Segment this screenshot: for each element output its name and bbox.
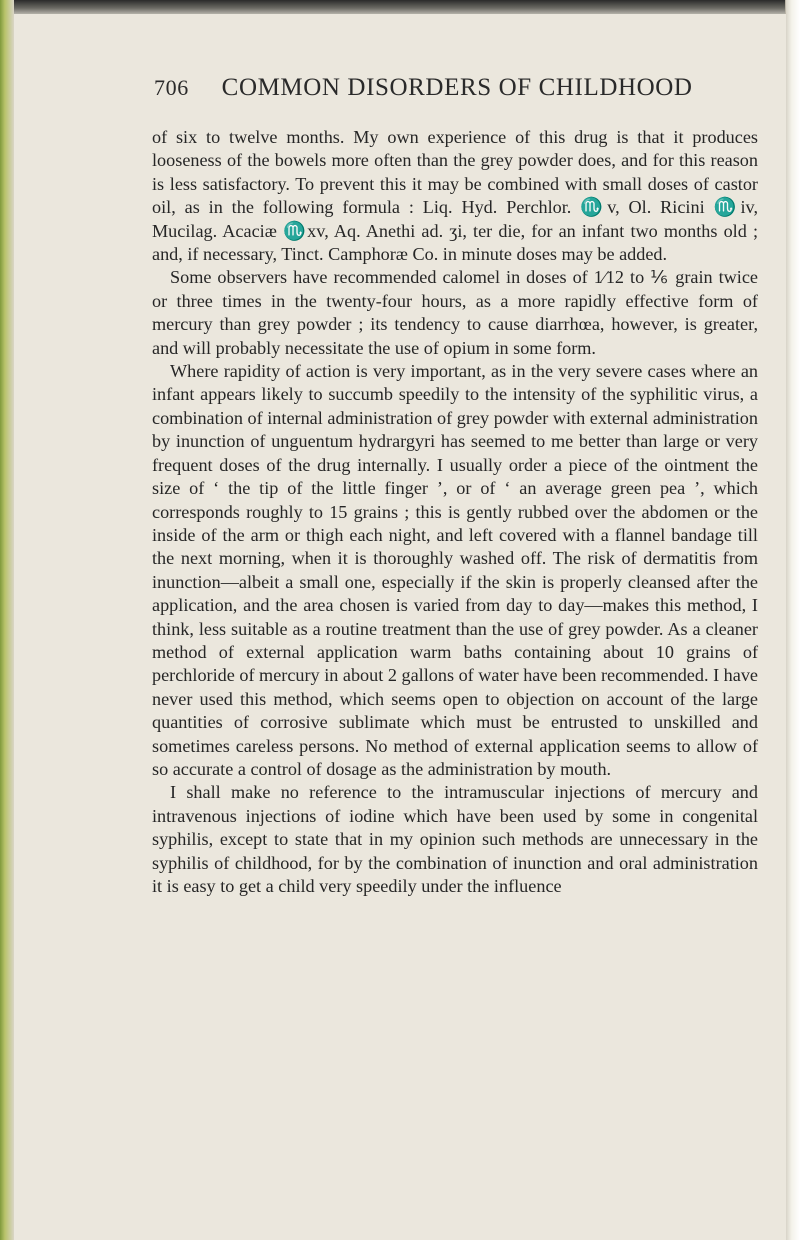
paragraph: Where rapidity of action is very important, as in the very severe cases where an infant appears likely to succumb speedily to the intensity of the syphilitic virus, a combination of internal administration of grey powder with external administration by inunction of unguentum hydrargyri has seemed to me better than large or very frequent doses of the drug internally. I usually order a piece of the ointment the size of ‘ the tip of the little finger ’, or of ‘ an average green pea ’, which corresponds roughly to 15 grains ; this is gently rubbed over the abdomen or the inside of the arm or thigh each night, and left covered with a flannel bandage till the next morning, when it is thoroughly washed off. The risk of dermatitis from inunction—albeit a small one, especially if the skin is properly cleansed after the application, and the area chosen is varied from day to day—makes this method, I think, less suitable as a routine treatment than the use of grey powder. As a cleaner method of external application warm baths containing about 10 grains of perchloride of mercury in about 2 gallons of water have been recommended. I have never used this method, which seems open to objection on account of the large quantities of corrosive sublimate which must be entrusted to unskilled and sometimes careless persons. No method of external application seems to allow of so accurate a control of dosage as the administration by mouth.: [152, 361, 759, 779]
running-header: [154, 74, 693, 102]
paragraph: of six to twelve months. My own experience of this drug is that it produces looseness of the bowels more often than the grey powder does, and for this reason is less satisfactory. To prevent this it may be combined with small doses of castor oil, as in the following formula : Liq. Hyd. Perchlor. ♏v, Ol. Ricini ♏iv, Mucilag. Acaciæ ♏xv, Aq. Anethi ad. ʒi, ter die, for an infant two months old ; and, if necessary, Tinct. Camphoræ Co. in minute doses may be added.: [152, 127, 758, 265]
paragraph: I shall make no reference to the intramuscular injections of mercury and intravenous injections of iodine which have been used by some in congenital syphilis, except to state that in my opinion such methods are unnecessary in the syphilis of childhood, for by the combination of inunction and oral administration it is easy to get a child very speedily under the influence: [152, 782, 758, 896]
book-page: [14, 14, 786, 1240]
paragraph: Some observers have recommended calomel in doses of 1⁄12 to ⅙ grain twice or three times in the twenty-four hours, as a more rapidly effective form of mercury than grey powder ; its tendency to cause diarrhœa, however, is greater, and will probably necessitate the use of opium in some form.: [152, 267, 758, 358]
page-number: 706: [154, 75, 189, 100]
page-right-edge: [785, 0, 800, 1240]
book-binding-edge: [0, 0, 14, 1240]
body-text: [152, 126, 758, 898]
running-title: COMMON DISORDERS OF CHILDHOOD: [221, 74, 693, 101]
